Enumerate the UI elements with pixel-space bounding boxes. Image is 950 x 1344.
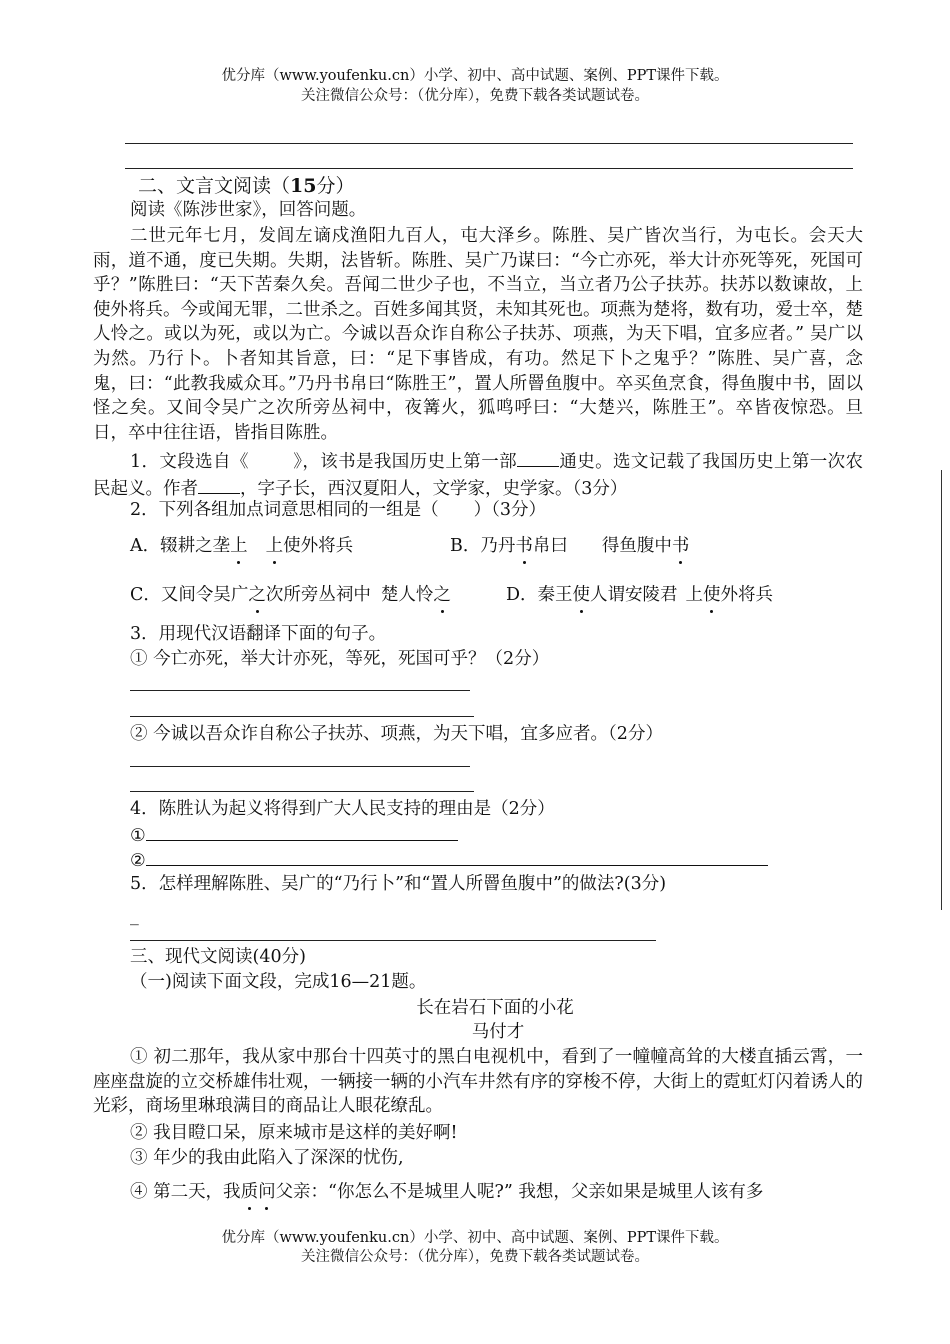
question-2: 2．下列各组加点词意思相同的一组是（ ）（3分） <box>130 500 547 520</box>
question-1: 1．文段选自《 》，该书是我国历史上第一部 通史。选文记载了我国历史上第一次农民起义。作者 ，字子长，西汉夏阳人，文学家，史学家。（3分） <box>93 448 863 501</box>
answer-rule-top-2 <box>125 168 853 169</box>
article-author: 马付才 <box>471 1022 525 1042</box>
header-line-2: 关注微信公众号：（优分库），免费下载各类试题试卷。 <box>301 88 649 104</box>
answer-rule-top-1 <box>125 143 853 144</box>
q2-b-dotted-word-1: 书 <box>515 536 533 556</box>
q4-item-2: ② <box>130 847 768 873</box>
q2-a-dotted-word-1: 上 <box>230 536 248 556</box>
q2-option-c: C．又间令吴广之次所旁丛祠中 楚人怜之 <box>130 585 451 605</box>
classical-passage <box>93 224 863 445</box>
q2-a-dotted-word-2: 上 <box>265 536 284 556</box>
q3-2-answer-line-1[interactable] <box>130 766 470 767</box>
p4-dotted-char-2: 问 <box>258 1182 276 1202</box>
question-5: 5．怎样理解陈胜、吴广的“乃行卜”和“置人所罾鱼腹中”的做法?(3分) <box>130 874 667 894</box>
question-3-1: ① 今亡亦死，举大计亦死，等死，死国可乎？（2分） <box>130 649 550 669</box>
question-3-2: ② 今诚以吾众诈自称公子扶苏、项燕，为天下唱，宜多应者。（2分） <box>130 724 663 744</box>
q2-d-dotted-word-1: 使 <box>572 585 591 605</box>
q3-1-answer-line-1[interactable] <box>130 690 470 691</box>
classical-passage-text: 二世元年七月，发闾左谪戍渔阳九百人，屯大泽乡。陈胜、吴广皆次当行，为屯长。会天大雨，道不通，度已失期。失期，法皆斩。陈胜、吴广乃谋曰：“今亡亦死，举大计亦死等死，死国可乎？”陈胜曰：“天下苦秦久矣。吾闻二世少子也，不当立，当立者乃公子扶苏。扶苏以数谏故，上使外将兵。今或闻无罪，二世杀之。百姓多闻其贤，未知其死也。项燕为楚将，数有功，爱士卒，楚人怜之。或以为死，或以为亡。今诚以吾众诈自称公子扶苏、项燕，为天下唱，宜多应者。” 吴广以为然。乃行卜。卜者知其旨意，曰：“足下事皆成，有功。然足下卜之鬼乎？”陈胜、吴广喜，念鬼，曰：“此教我威众耳。”乃丹书帛曰“陈胜王”，置人所罾鱼腹中。卒买鱼烹食，得鱼腹中书，固以怪之矣。又间令吴广之次所旁丛祠中，夜篝火，狐鸣呼曰：“大楚兴，陈胜王”。卒皆夜惊恐。旦日，卒中往往语，皆指目陈胜。 <box>93 226 863 443</box>
q3-2-answer-line-2[interactable] <box>130 791 474 792</box>
question-3: 3．用现代汉语翻译下面的句子。 <box>130 624 387 644</box>
section-2-intro: 阅读《陈涉世家》，回答问题。 <box>130 200 367 220</box>
q2-option-d: D．秦王使人谓安陵君 上使外将兵 <box>506 585 774 605</box>
q5-answer-mark: _ <box>130 906 139 926</box>
q5-answer-line[interactable] <box>130 940 656 941</box>
article-paragraph-3: ③ 年少的我由此陷入了深深的忧伤, <box>130 1148 404 1168</box>
article-paragraph-4: ④ 第二天，我质问父亲：“你怎么不是城里人呢?” 我想，父亲如果是城里人该有多 <box>130 1182 764 1202</box>
q2-c-dotted-word-2: 之 <box>433 585 451 605</box>
footer-line-2: 关注微信公众号：（优分库），免费下载各类试题试卷。 <box>301 1249 649 1265</box>
footer-line-1: 优分库（www.youfenku.cn）小学、初中、高中试题、案例、PPT课件下载。 <box>221 1230 729 1246</box>
q3-1-answer-line-2[interactable] <box>130 716 474 717</box>
p4-dotted-char-1: 质 <box>240 1182 259 1202</box>
section-3-title: 三、现代文阅读(40分) <box>130 947 306 967</box>
q1-blank-genre[interactable] <box>517 448 559 467</box>
q2-b-dotted-word-2: 书 <box>671 536 690 556</box>
q2-c-dotted-word-1: 之 <box>248 585 266 605</box>
q4-answer-line-1[interactable] <box>146 822 458 841</box>
section-2-title: 二、文言文阅读（15分） <box>138 175 355 197</box>
q4-item-1: ① <box>130 822 458 848</box>
q2-option-b: B．乃丹书帛曰 得鱼腹中书 <box>450 536 690 556</box>
article-paragraph-2: ② 我目瞪口呆，原来城市是这样的美好啊! <box>130 1123 458 1143</box>
article-paragraph-1: ① 初二那年，我从家中那台十四英寸的黑白电视机中，看到了一幢幢高耸的大楼直插云霄，一座座盘旋的立交桥雄伟壮观，一辆接一辆的小汽车井然有序的穿梭不停，大街上的霓虹灯闪着诱人的光彩，商场里琳琅满目的商品让人眼花缭乱。 <box>93 1047 863 1117</box>
right-margin-rule <box>941 470 942 910</box>
q1-blank-author[interactable] <box>198 475 240 494</box>
question-4: 4．陈胜认为起义将得到广大人民支持的理由是（2分） <box>130 799 555 819</box>
article-title: 长在岩石下面的小花 <box>416 998 574 1018</box>
q2-d-dotted-word-2: 使 <box>703 585 721 605</box>
section-3-subtitle: （一)阅读下面文段，完成16—21题。 <box>130 972 427 992</box>
q4-answer-line-2[interactable] <box>146 847 768 866</box>
q2-option-a: A．辍耕之垄上 上使外将兵 <box>130 536 354 556</box>
header-line-1: 优分库（www.youfenku.cn）小学、初中、高中试题、案例、PPT课件下载。 <box>221 68 729 84</box>
